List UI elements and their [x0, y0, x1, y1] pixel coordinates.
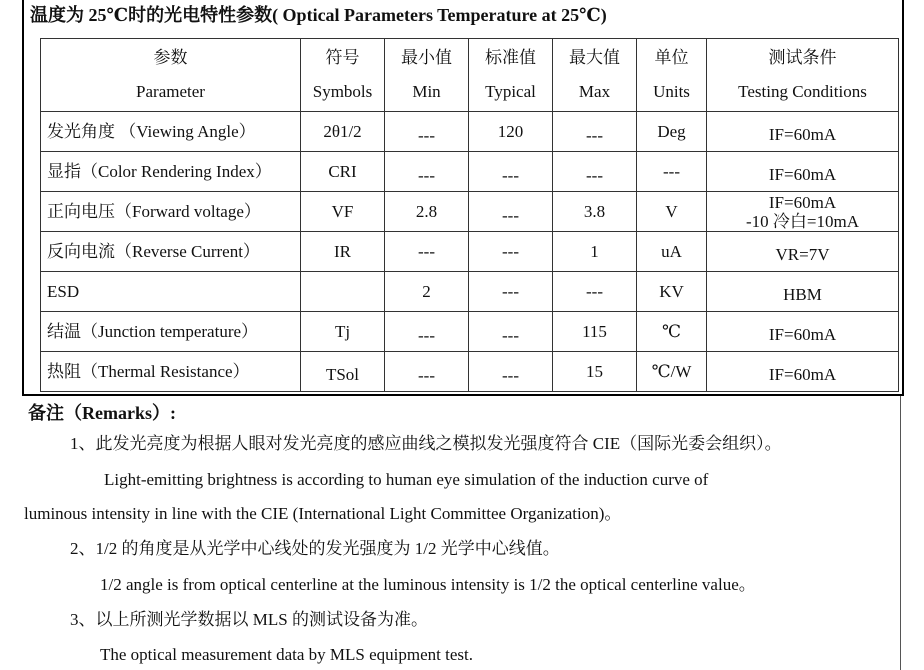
- remark-line-1: 1、此发光亮度为根据人眼对发光亮度的感应曲线之模拟发光强度符合 CIE（国际光委会组织）。: [70, 434, 782, 453]
- header-cell: [301, 39, 385, 112]
- symbol-cell: 2θ1/2: [301, 112, 385, 152]
- min-cell: [385, 312, 469, 352]
- cond-cell: [707, 232, 899, 272]
- unit-cell: uA: [637, 232, 707, 272]
- unit-cell: KV: [637, 272, 707, 312]
- max-cell: ---: [553, 272, 637, 312]
- header-cn: 标准值: [485, 48, 536, 67]
- remarks-title: 备注（Remarks）:: [28, 403, 176, 423]
- max-value: ---: [586, 126, 603, 145]
- remark-line-2: Light-emitting brightness is according to human eye simulation of the induction curve of: [104, 470, 709, 489]
- unit-cell: Deg: [637, 112, 707, 152]
- typ-cell: [469, 312, 553, 352]
- cond-value: IF=60mA: [768, 165, 837, 184]
- min-cell: 2: [385, 272, 469, 312]
- cond-cell: [707, 192, 899, 232]
- unit-cell: ℃: [637, 312, 707, 352]
- cond-cell: [707, 152, 899, 192]
- symbol-cell: IR: [301, 232, 385, 272]
- remark-line-5: 1/2 angle is from optical centerline at the luminous intensity is 1/2 the optical centerline value。: [100, 575, 756, 594]
- typ-cell: ---: [469, 232, 553, 272]
- unit-cell: V: [637, 192, 707, 232]
- header-cell: [41, 39, 301, 112]
- min-value: ---: [418, 326, 435, 345]
- header-en: Max: [578, 82, 611, 101]
- header-en: Units: [653, 82, 690, 101]
- param-cell: 正向电压（Forward voltage）: [41, 192, 301, 232]
- max-cell: 3.8: [553, 192, 637, 232]
- header-cn: 最大值: [569, 48, 620, 67]
- table-row: [41, 152, 899, 192]
- frame-bottom-border: [22, 394, 904, 396]
- typ-cell: [469, 352, 553, 392]
- header-cell: [469, 39, 553, 112]
- frame-right-border: [902, 0, 904, 396]
- frame-left-border: [22, 0, 24, 396]
- optical-parameters-table: [40, 38, 899, 392]
- typ-cell: [469, 192, 553, 232]
- symbol-value: TSol: [325, 365, 360, 384]
- symbol-cell: VF: [301, 192, 385, 232]
- cond-cell: [707, 272, 899, 312]
- param-cell: 热阻（Thermal Resistance）: [41, 352, 301, 392]
- max-cell: 1: [553, 232, 637, 272]
- typ-cell: [469, 152, 553, 192]
- symbol-cell: Tj: [301, 312, 385, 352]
- cond-value: IF=60mA: [768, 365, 837, 384]
- cond-cell: [707, 312, 899, 352]
- table-row: [41, 232, 899, 272]
- header-en: Typical: [485, 82, 536, 101]
- cond-value: IF=60mA: [768, 192, 837, 212]
- remark-line-3: luminous intensity in line with the CIE (International Light Committee Organization)。: [24, 504, 622, 523]
- header-en: Symbols: [312, 82, 373, 101]
- typ-cell: 120: [469, 112, 553, 152]
- unit-cell: ---: [637, 152, 707, 192]
- header-en: Testing Conditions: [738, 82, 867, 101]
- min-cell: 2.8: [385, 192, 469, 232]
- cond-value-2: -10 冷白=10mA: [746, 211, 859, 231]
- header-cn: 单位: [654, 48, 689, 67]
- min-cell: ---: [385, 232, 469, 272]
- max-cell: 115: [553, 312, 637, 352]
- cond-cell: [707, 352, 899, 392]
- frame-right-lower-border: [900, 396, 901, 670]
- cond-value: HBM: [783, 285, 822, 304]
- header-cell: [385, 39, 469, 112]
- min-value: ---: [418, 366, 435, 385]
- symbol-cell: [301, 272, 385, 312]
- param-cell: ESD: [41, 272, 301, 312]
- min-cell: [385, 112, 469, 152]
- header-cn: 参数: [153, 48, 188, 67]
- table-row: [41, 312, 899, 352]
- remark-line-6: 3、以上所测光学数据以 MLS 的测试设备为准。: [70, 610, 428, 629]
- max-cell: [553, 112, 637, 152]
- cond-cell: [707, 112, 899, 152]
- param-cell: 反向电流（Reverse Current）: [41, 232, 301, 272]
- min-cell: [385, 152, 469, 192]
- unit-cell: ℃/W: [637, 352, 707, 392]
- param-cell: 结温（Junction temperature）: [41, 312, 301, 352]
- header-cn: 测试条件: [768, 48, 837, 67]
- table-row: [41, 192, 899, 232]
- symbol-cell: CRI: [301, 152, 385, 192]
- typ-cell: ---: [469, 272, 553, 312]
- table-row: [41, 352, 899, 392]
- cond-value: IF=60mA: [768, 325, 837, 344]
- header-en: Parameter: [136, 82, 205, 101]
- header-cn: 最小值: [401, 48, 452, 67]
- typ-value: ---: [502, 206, 519, 225]
- table-row: [41, 112, 899, 152]
- remark-line-7: The optical measurement data by MLS equipment test.: [100, 645, 473, 664]
- section-title: 温度为 25℃时的光电特性参数( Optical Parameters Temperature at 25℃): [30, 5, 607, 25]
- cond-value: VR=7V: [775, 245, 830, 264]
- header-cell: [637, 39, 707, 112]
- remark-line-4: 2、1/2 的角度是从光学中心线处的发光强度为 1/2 光学中心线值。: [70, 539, 560, 558]
- max-value: ---: [586, 166, 603, 185]
- max-cell: [553, 152, 637, 192]
- table-header-row: [41, 39, 899, 112]
- header-en: Min: [412, 82, 441, 101]
- header-cell: [707, 39, 899, 112]
- table-row: [41, 272, 899, 312]
- min-cell: [385, 352, 469, 392]
- min-value: ---: [418, 166, 435, 185]
- symbol-cell: [301, 352, 385, 392]
- header-cn: 符号: [325, 48, 360, 67]
- typ-value: ---: [502, 166, 519, 185]
- param-cell: 显指（Color Rendering Index）: [41, 152, 301, 192]
- param-cell: 发光角度 （Viewing Angle）: [41, 112, 301, 152]
- cond-value: IF=60mA: [768, 125, 837, 144]
- typ-value: ---: [502, 326, 519, 345]
- max-cell: 15: [553, 352, 637, 392]
- typ-value: ---: [502, 366, 519, 385]
- min-value: ---: [418, 126, 435, 145]
- header-cell: [553, 39, 637, 112]
